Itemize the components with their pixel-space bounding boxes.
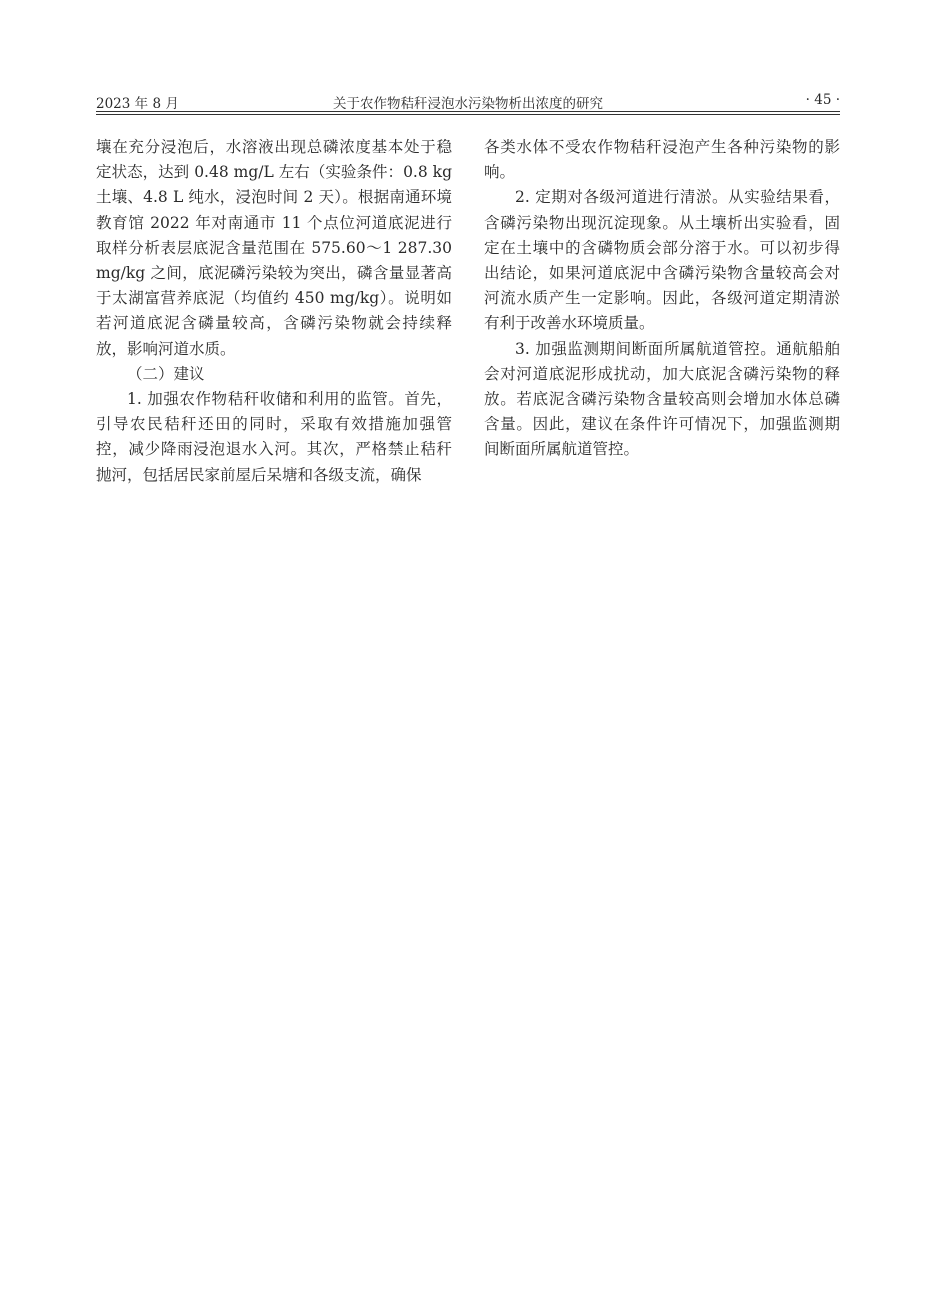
left-column	[96, 135, 452, 488]
paragraph-suggestion-2: 2. 定期对各级河道进行清淤。从实验结果看，含磷污染物出现沉淀现象。从土壤析出实验看，固定在土壤中的含磷物质会部分溶于水。可以初步得出结论，如果河道底泥中含磷污染物含量较高会对河流水质产生一定影响。因此，各级河道定期清淤有利于改善水环境质量。	[484, 188, 840, 333]
paragraph-suggestion-3: 3. 加强监测期间断面所属航道管控。通航船舶会对河道底泥形成扰动，加大底泥含磷污染物的释放。若底泥含磷污染物含量较高则会增加水体总磷含量。因此，建议在条件许可情况下，加强监测期间断面所属航道管控。	[484, 339, 840, 459]
paragraph-continued-right: 各类水体不受农作物秸秆浸泡产生各种污染物的影响。	[484, 138, 840, 182]
right-column	[484, 135, 840, 463]
running-header	[96, 88, 840, 110]
issue-date: 2023 年 8 月	[96, 96, 179, 112]
paragraph-continued: 壤在充分浸泡后，水溶液出现总磷浓度基本处于稳定状态，达到 0.48 mg/L 左右（实验条件：0.8 kg 土壤、4.8 L 纯水，浸泡时间 2 天）。根据南通环境教育馆 2022 年对南通市 11 个点位河道底泥进行取样分析表层底泥含量范围在 575.60～1 287.30 mg/kg 之间，底泥磷污染较为突出，磷含量显著高于太湖富营养底泥（均值约 450 mg/kg）。说明如若河道底泥含磷量较高，含磷污染物就会持续释放，影响河道水质。	[96, 138, 452, 358]
header-rule-top	[96, 111, 840, 112]
section-heading-suggestions: （二）建议	[127, 364, 205, 383]
article-title: 关于农作物秸秆浸泡水污染物析出浓度的研究	[333, 96, 603, 112]
header-rule-bottom	[96, 114, 840, 115]
page-number: · 45 ·	[805, 92, 840, 108]
paragraph-suggestion-1: 1. 加强农作物秸秆收储和利用的监管。首先，引导农民秸秆还田的同时，采取有效措施加强管控，减少降雨浸泡退水入河。其次，严格禁止秸秆抛河，包括居民家前屋后呆塘和各级支流，确保	[96, 390, 452, 484]
